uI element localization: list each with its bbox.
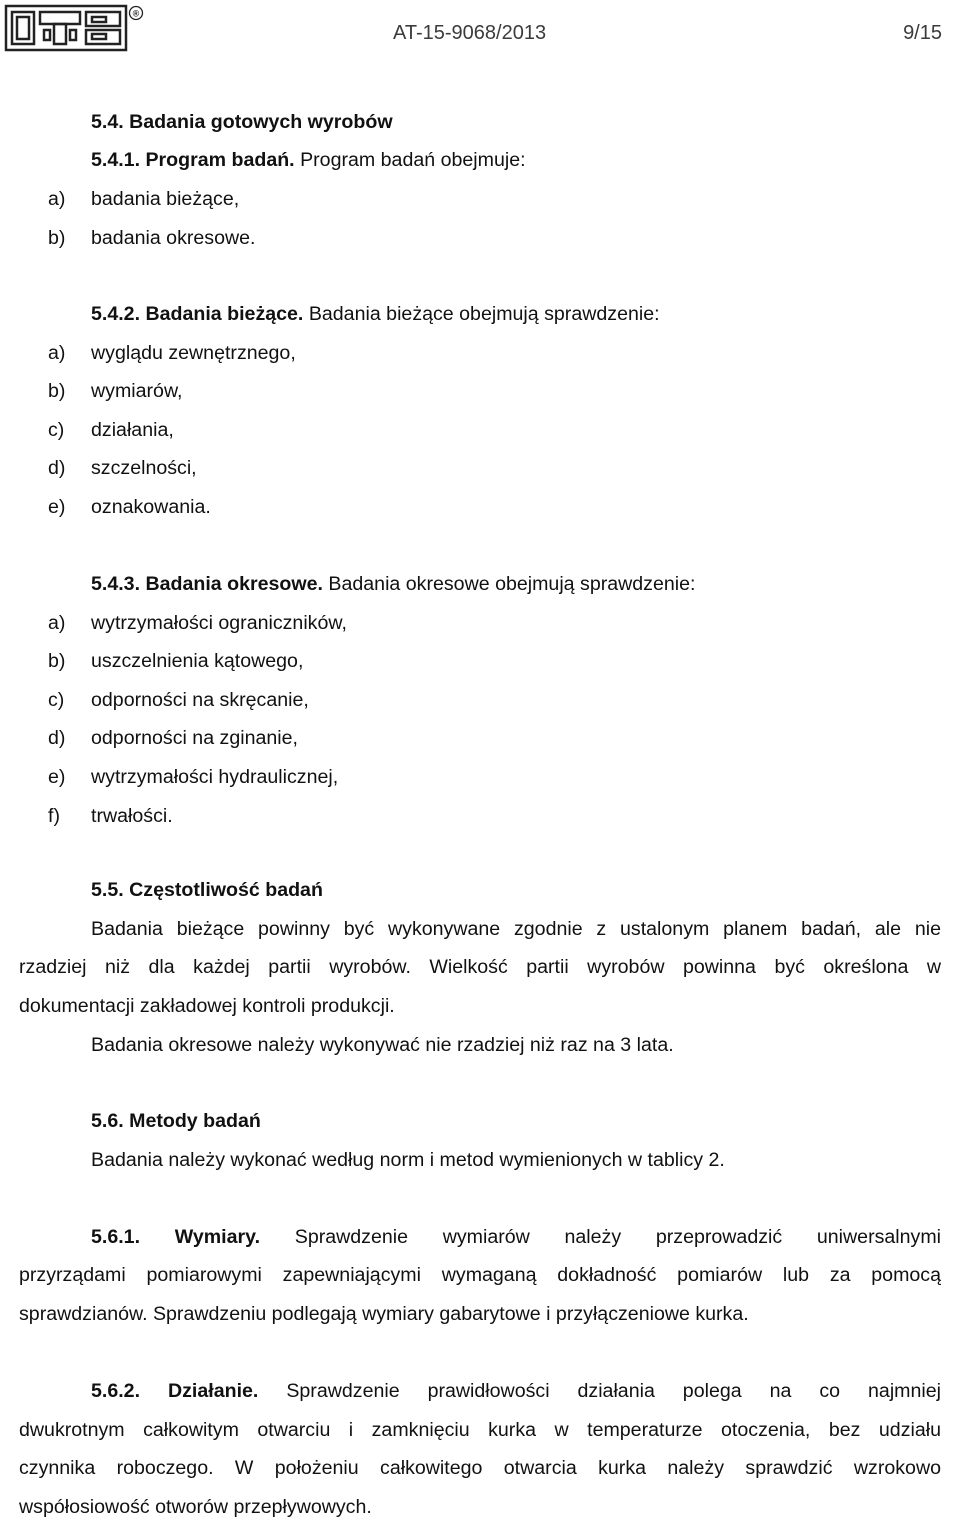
- list-item: trwałości.: [91, 805, 173, 827]
- list-item-mark: d): [48, 457, 66, 479]
- paragraph-line: [19, 955, 941, 979]
- paragraph-line-text: Badania bieżące powinny być wykonywane zgodnie z ustalonym planem badań, ale nie: [91, 918, 941, 940]
- section-5-4-3-intro: [91, 572, 695, 596]
- list-item: szczelności,: [91, 457, 197, 479]
- paragraph-line: [91, 917, 941, 941]
- paragraph-line-text: Sprawdzenie prawidłowości działania polega na co najmniej: [258, 1380, 941, 1402]
- list-item-mark: a): [48, 342, 66, 364]
- list-item-mark: b): [48, 380, 66, 402]
- document-number: AT-15-9068/2013: [393, 22, 547, 44]
- registered-mark: ®: [132, 8, 140, 19]
- section-5-4-3-text: Badania okresowe obejmują sprawdzenie:: [322, 573, 696, 595]
- list-item: odporności na skręcanie,: [91, 689, 309, 711]
- section-heading-5-4-1: 5.4.1. Program badań.: [91, 149, 295, 171]
- list-item-mark: e): [48, 766, 66, 788]
- page-header: [0, 0, 960, 60]
- paragraph-line-text: czynnika roboczego. W położeniu całkowitego otwarcia kurka należy sprawdzić wzrokowo: [19, 1457, 941, 1479]
- page-number: 9/15: [903, 22, 942, 44]
- section-heading-5-4-3: 5.4.3. Badania okresowe.: [91, 573, 323, 595]
- list-item-mark: b): [48, 650, 66, 672]
- list-item-mark: c): [48, 689, 65, 711]
- list-item: wytrzymałości hydraulicznej,: [91, 766, 339, 788]
- section-heading-5-4: 5.4. Badania gotowych wyrobów: [91, 111, 393, 133]
- list-item-mark: e): [48, 496, 66, 518]
- section-heading-5-4-2: 5.4.2. Badania bieżące.: [91, 303, 304, 325]
- list-item-mark: a): [48, 612, 66, 634]
- paragraph-line: dokumentacji zakładowej kontroli produkcji.: [19, 995, 395, 1017]
- paragraph-line: Badania okresowe należy wykonywać nie rzadziej niż raz na 3 lata.: [91, 1034, 674, 1056]
- list-item: odporności na zginanie,: [91, 727, 298, 749]
- list-item: wyglądu zewnętrznego,: [91, 342, 296, 364]
- paragraph-line: Badania należy wykonać według norm i metod wymienionych w tablicy 2.: [91, 1149, 725, 1171]
- paragraph-line: [19, 1418, 941, 1442]
- section-5-4-2-intro: [91, 302, 660, 326]
- list-item-mark: c): [48, 419, 65, 441]
- section-5-4-2-text: Badania bieżące obejmują sprawdzenie:: [303, 303, 660, 325]
- paragraph-line-text: rzadziej niż dla każdej partii wyrobów. Wielkość partii wyrobów powinna być określona w: [19, 956, 941, 978]
- section-heading-5-6: 5.6. Metody badań: [91, 1110, 261, 1132]
- paragraph-line-text: przyrządami pomiarowymi zapewniającymi wymaganą dokładność pomiarów lub za pomocą: [19, 1264, 941, 1286]
- section-5-6-2-first-line: [91, 1379, 941, 1403]
- list-item: wytrzymałości ograniczników,: [91, 612, 347, 634]
- paragraph-line-text: Sprawdzenie wymiarów należy przeprowadzić uniwersalnymi: [260, 1226, 942, 1248]
- paragraph-line: [19, 1263, 941, 1287]
- section-5-4-1-text: Program badań obejmuje:: [294, 149, 526, 171]
- list-item-mark: f): [48, 805, 60, 827]
- itb-logo-icon: [4, 4, 146, 59]
- section-heading-5-6-1: 5.6.1. Wymiary.: [91, 1226, 261, 1248]
- section-heading-5-6-2: 5.6.2. Działanie.: [91, 1380, 259, 1402]
- section-heading-5-5: 5.5. Częstotliwość badań: [91, 879, 323, 901]
- section-5-4-1-intro: [91, 148, 526, 172]
- list-item: wymiarów,: [91, 380, 183, 402]
- list-item: uszczelnienia kątowego,: [91, 650, 304, 672]
- section-5-6-1-first-line: [91, 1225, 941, 1249]
- list-item-mark: d): [48, 727, 66, 749]
- list-item-mark: b): [48, 227, 66, 249]
- paragraph-line: [19, 1456, 941, 1480]
- list-item: badania okresowe.: [91, 227, 256, 249]
- paragraph-line-text: dwukrotnym całkowitym otwarciu i zamknięciu kurka w temperaturze otoczenia, bez udziału: [19, 1419, 941, 1441]
- paragraph-line: sprawdzianów. Sprawdzeniu podlegają wymiary gabarytowe i przyłączeniowe kurka.: [19, 1303, 749, 1325]
- list-item-mark: a): [48, 188, 66, 210]
- paragraph-line: współosiowość otworów przepływowych.: [19, 1496, 372, 1518]
- list-item: oznakowania.: [91, 496, 211, 518]
- list-item: działania,: [91, 419, 174, 441]
- list-item: badania bieżące,: [91, 188, 240, 210]
